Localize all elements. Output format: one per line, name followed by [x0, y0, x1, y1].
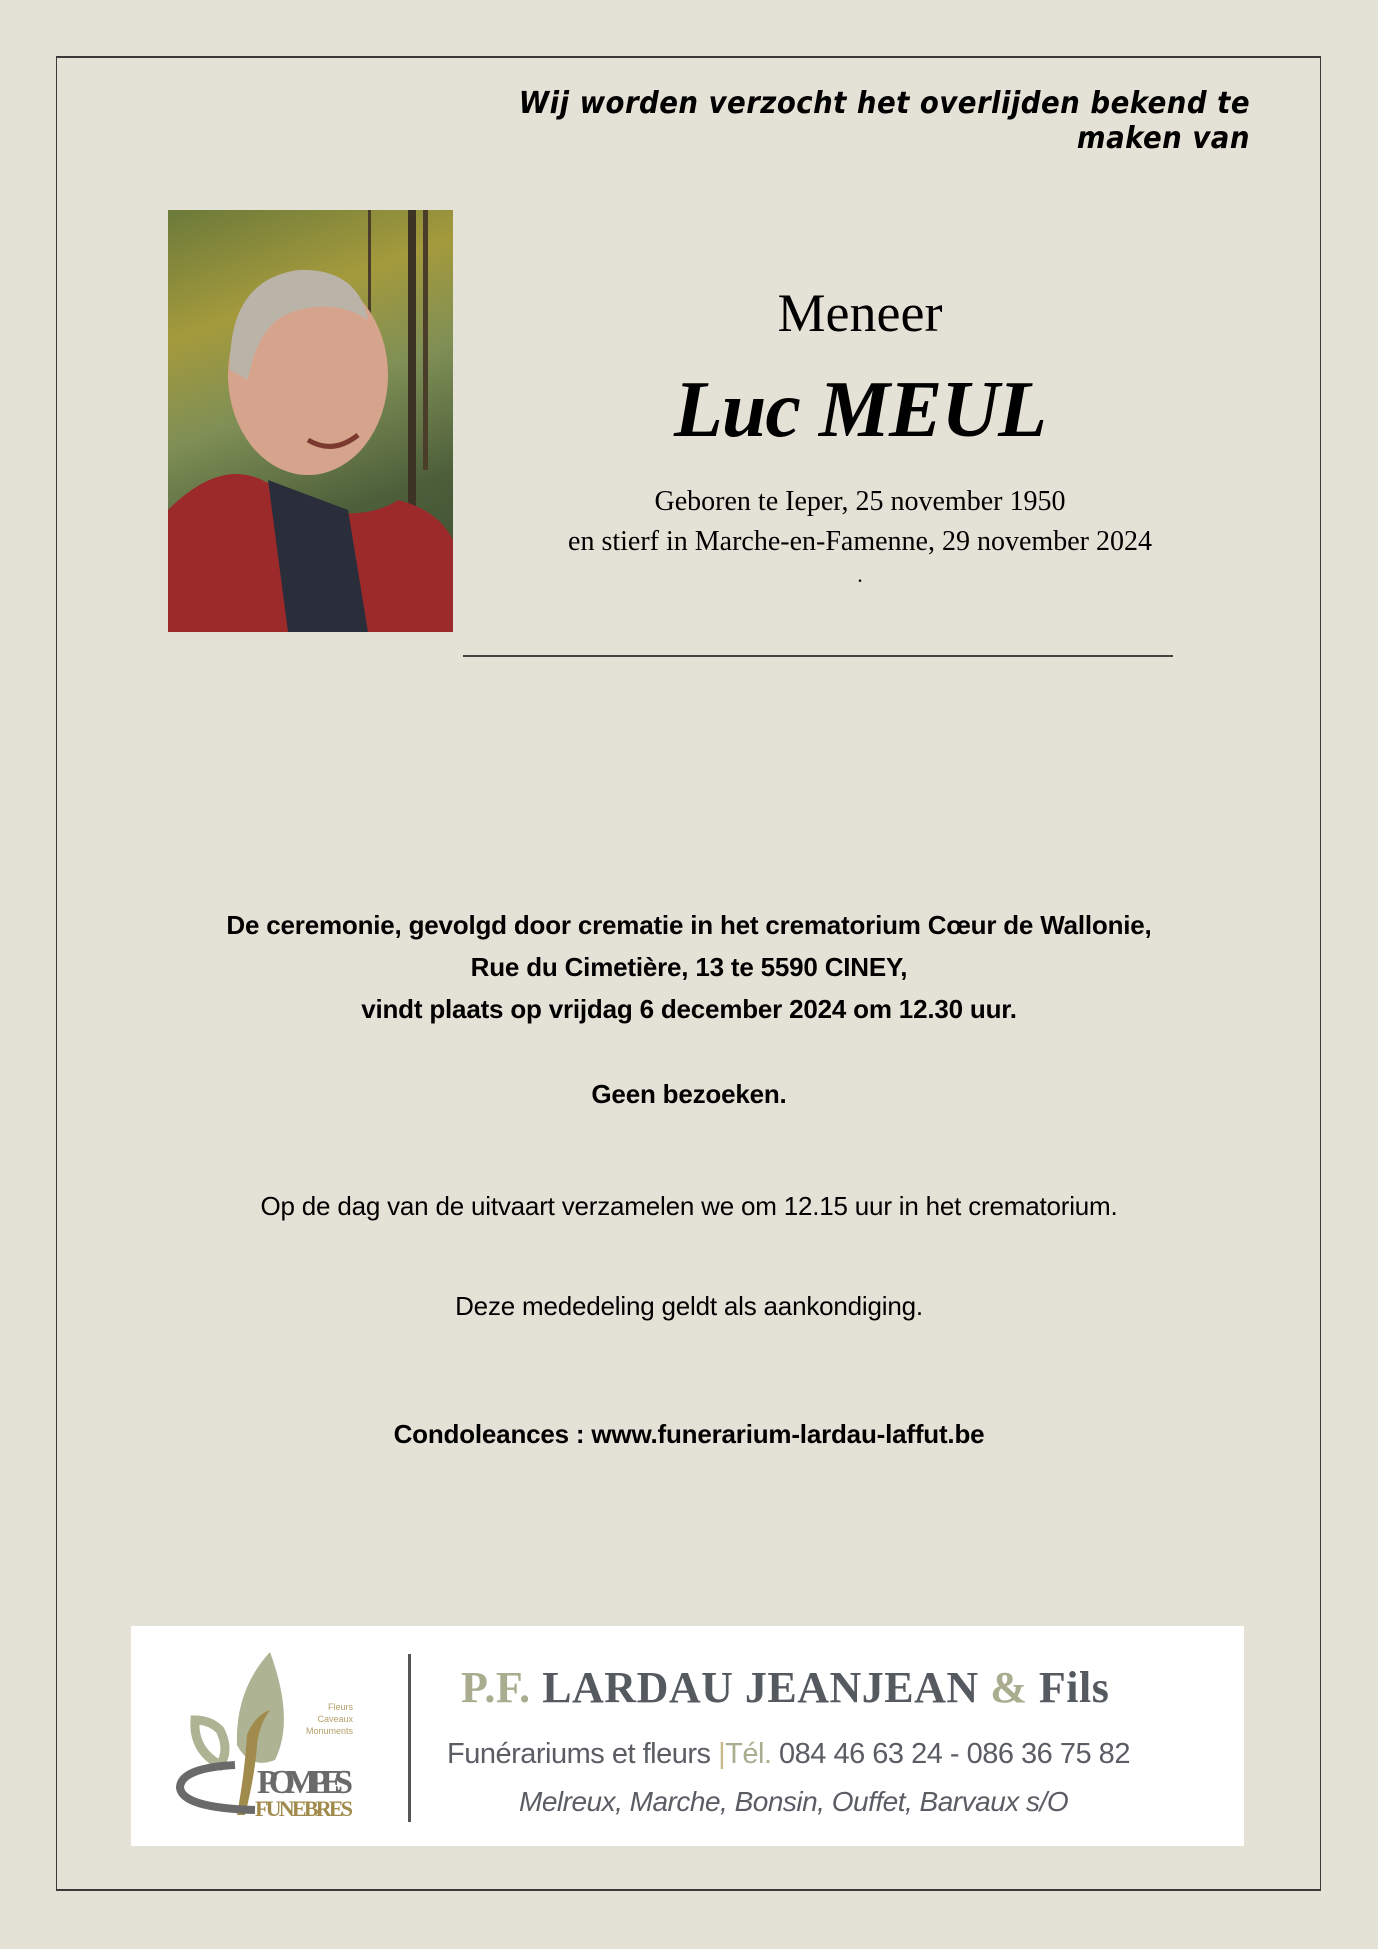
intro-text: Wij worden verzocht het overlijden bekend te maken van: [518, 86, 1250, 156]
tree-trunk: [423, 210, 428, 470]
tel-label: Tél.: [725, 1738, 772, 1770]
death-info: en stierf in Marche-en-Famenne, 29 november 2024: [568, 526, 1152, 557]
logo-tagline-3: Monuments: [305, 1726, 353, 1736]
tree-trunk: [408, 210, 416, 510]
logo-leaf-small: [195, 1720, 225, 1765]
logo-divider: [408, 1654, 411, 1822]
portrait-illustration: [168, 210, 453, 632]
deceased-name: Luc MEUL: [674, 366, 1046, 454]
logo-leaf-large: [237, 1652, 284, 1763]
divider-line: [463, 655, 1173, 657]
announcement-heading: [480, 280, 1240, 588]
funeral-home-locations: Melreux, Marche, Bonsin, Ouffet, Barvaux s/O: [519, 1786, 1069, 1817]
notice-note: Deze mededeling geldt als aankondiging.: [455, 1291, 923, 1321]
funeral-home-subtitle: Funérariums et fleurs: [447, 1738, 711, 1770]
leaf-logo-icon: [175, 1650, 385, 1820]
gathering-note: Op de dag van de uitvaart verzamelen we om 12.15 uur in het crematorium.: [260, 1191, 1118, 1221]
ceremony-details: [120, 904, 1258, 1030]
condolences-link[interactable]: Condoleances : www.funerarium-lardau-laffut.be: [393, 1419, 985, 1449]
logo-word-funebres: FUNEBRES: [255, 1796, 353, 1820]
ceremony-line-1: De ceremonie, gevolgd door crematie in het crematorium Cœur de Wallonie,: [226, 910, 1152, 940]
ceremony-line-2: Rue du Cimetière, 13 te 5590 CINEY,: [470, 952, 908, 982]
logo-tagline-2: Caveaux: [317, 1714, 353, 1724]
logo-word-pompes: POMPES: [257, 1764, 353, 1801]
logo-tagline-1: Fleurs: [327, 1702, 353, 1712]
funeral-home-banner: [131, 1626, 1244, 1846]
ceremony-line-3: vindt plaats op vrijdag 6 december 2024 om 12.30 uur.: [361, 994, 1017, 1024]
name-main: LARDAU JEANJEAN: [542, 1663, 979, 1712]
name-suffix: Fils: [1038, 1663, 1110, 1712]
contact-separator: |: [718, 1738, 726, 1770]
portrait-photo: [168, 210, 453, 632]
period-mark: .: [857, 562, 863, 587]
birth-info: Geboren te Ieper, 25 november 1950: [654, 486, 1066, 517]
phone-numbers[interactable]: 084 46 63 24 - 086 36 75 82: [779, 1738, 1130, 1770]
salutation: Meneer: [777, 283, 943, 343]
funeral-home-contact: [447, 1738, 1130, 1771]
name-ampersand: &: [990, 1663, 1028, 1712]
name-prefix: P.F.: [461, 1663, 531, 1712]
visits-note: Geen bezoeken.: [591, 1079, 787, 1109]
funeral-home-name: [461, 1662, 1109, 1713]
